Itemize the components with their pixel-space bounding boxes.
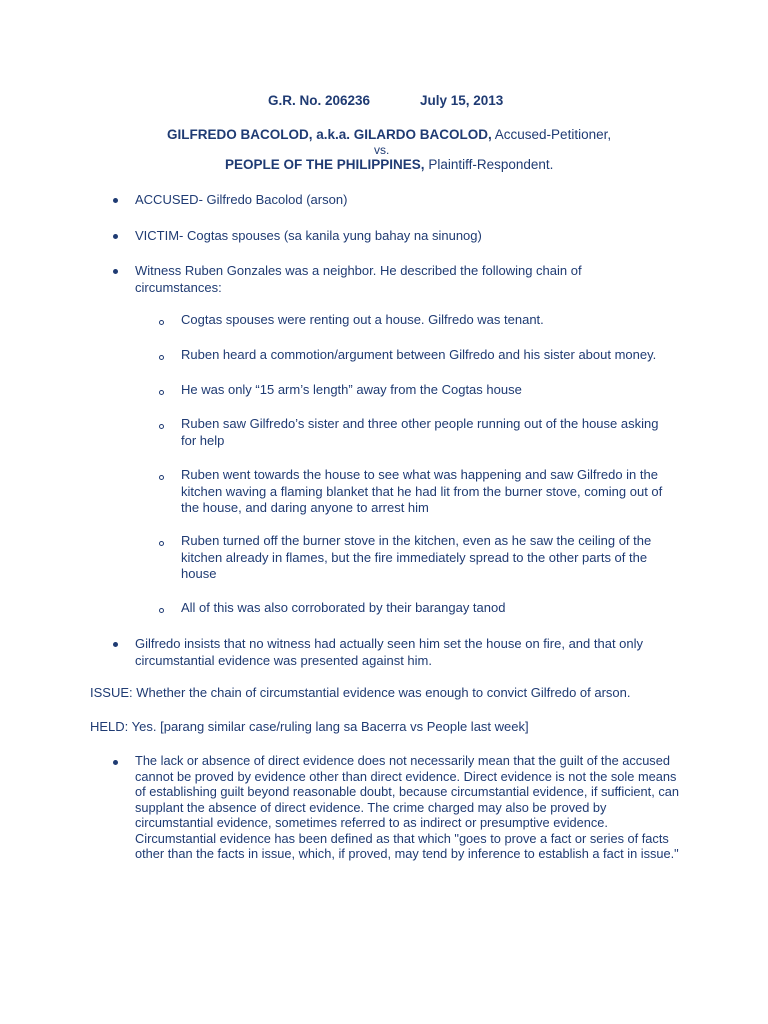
respondent-role: Plaintiff-Respondent. [428, 157, 554, 172]
bullet-dot [113, 760, 118, 765]
fact-accused: ACCUSED- Gilfredo Bacolod (arson) [135, 192, 348, 207]
respondent-name: PEOPLE OF THE PHILIPPINES, [225, 157, 425, 172]
bullet-dot [113, 269, 118, 274]
fact-insist: Gilfredo insists that no witness had actually seen him set the house on fire, and that only circumstantial evidence was presented against him. [135, 636, 644, 668]
circumstance-item: Cogtas spouses were renting out a house. Gilfredo was tenant. [181, 312, 544, 327]
petitioner-name: GILFREDO BACOLOD, a.k.a. GILARDO BACOLOD, [167, 127, 492, 142]
sub-bullet-ring [159, 320, 164, 325]
circumstance-item: Ruben heard a commotion/argument between Gilfredo and his sister about money. [181, 347, 657, 362]
sub-bullet-ring [159, 424, 164, 429]
decision-date: July 15, 2013 [420, 93, 504, 108]
versus: vs. [374, 143, 390, 157]
sub-bullet-ring [159, 541, 164, 546]
bullet-dot [113, 642, 118, 647]
ruling-paragraph: The lack or absence of direct evidence does not necessarily mean that the guilt of the accused cannot be proved by evidence other than direct evidence. Direct evidence is not the sole means of establishing guilt beyond reasonable doubt, because circumstantial evidence, if sufficient, can supplant the absence of direct evidence. The crime charged may also be proved by circumstantial evidence, sometimes referred to as indirect or presumptive evidence. Circumstantial evidence has been defined as that which "goes to prove a fact or series of facts other than the facts in issue, which, if proved, may tend by inference to establish a fact in issue." [135, 753, 679, 861]
sub-bullet-ring [159, 475, 164, 480]
petitioner-line [167, 127, 611, 142]
circumstance-item: Ruben went towards the house to see what was happening and saw Gilfredo in the kitchen waving a flaming blanket that he had lit from the burner stove, coming out of the house, and daring anyone to arrest him [181, 467, 663, 515]
fact-victim: VICTIM- Cogtas spouses (sa kanila yung bahay na sinunog) [135, 228, 482, 243]
bullet-dot [113, 234, 118, 239]
case-number: G.R. No. 206236 [268, 93, 371, 108]
circumstance-item: He was only “15 arm’s length” away from the Cogtas house [181, 382, 522, 397]
circumstance-item: Ruben saw Gilfredo’s sister and three other people running out of the house asking for help [181, 416, 659, 448]
sub-bullet-ring [159, 390, 164, 395]
sub-bullet-ring [159, 608, 164, 613]
bullet-dot [113, 198, 118, 203]
issue-statement: ISSUE: Whether the chain of circumstantial evidence was enough to convict Gilfredo of arson. [90, 685, 631, 700]
fact-witness: Witness Ruben Gonzales was a neighbor. He described the following chain of circumstances: [135, 263, 582, 295]
circumstance-item: All of this was also corroborated by their barangay tanod [181, 600, 506, 615]
circumstance-item: Ruben turned off the burner stove in the kitchen, even as he saw the ceiling of the kitchen already in flames, but the fire immediately spread to the other parts of the house [181, 533, 652, 581]
petitioner-role: Accused-Petitioner, [494, 127, 612, 142]
sub-bullet-ring [159, 355, 164, 360]
respondent-line [225, 157, 553, 172]
held-statement: HELD: Yes. [parang similar case/ruling lang sa Bacerra vs People last week] [90, 719, 529, 734]
